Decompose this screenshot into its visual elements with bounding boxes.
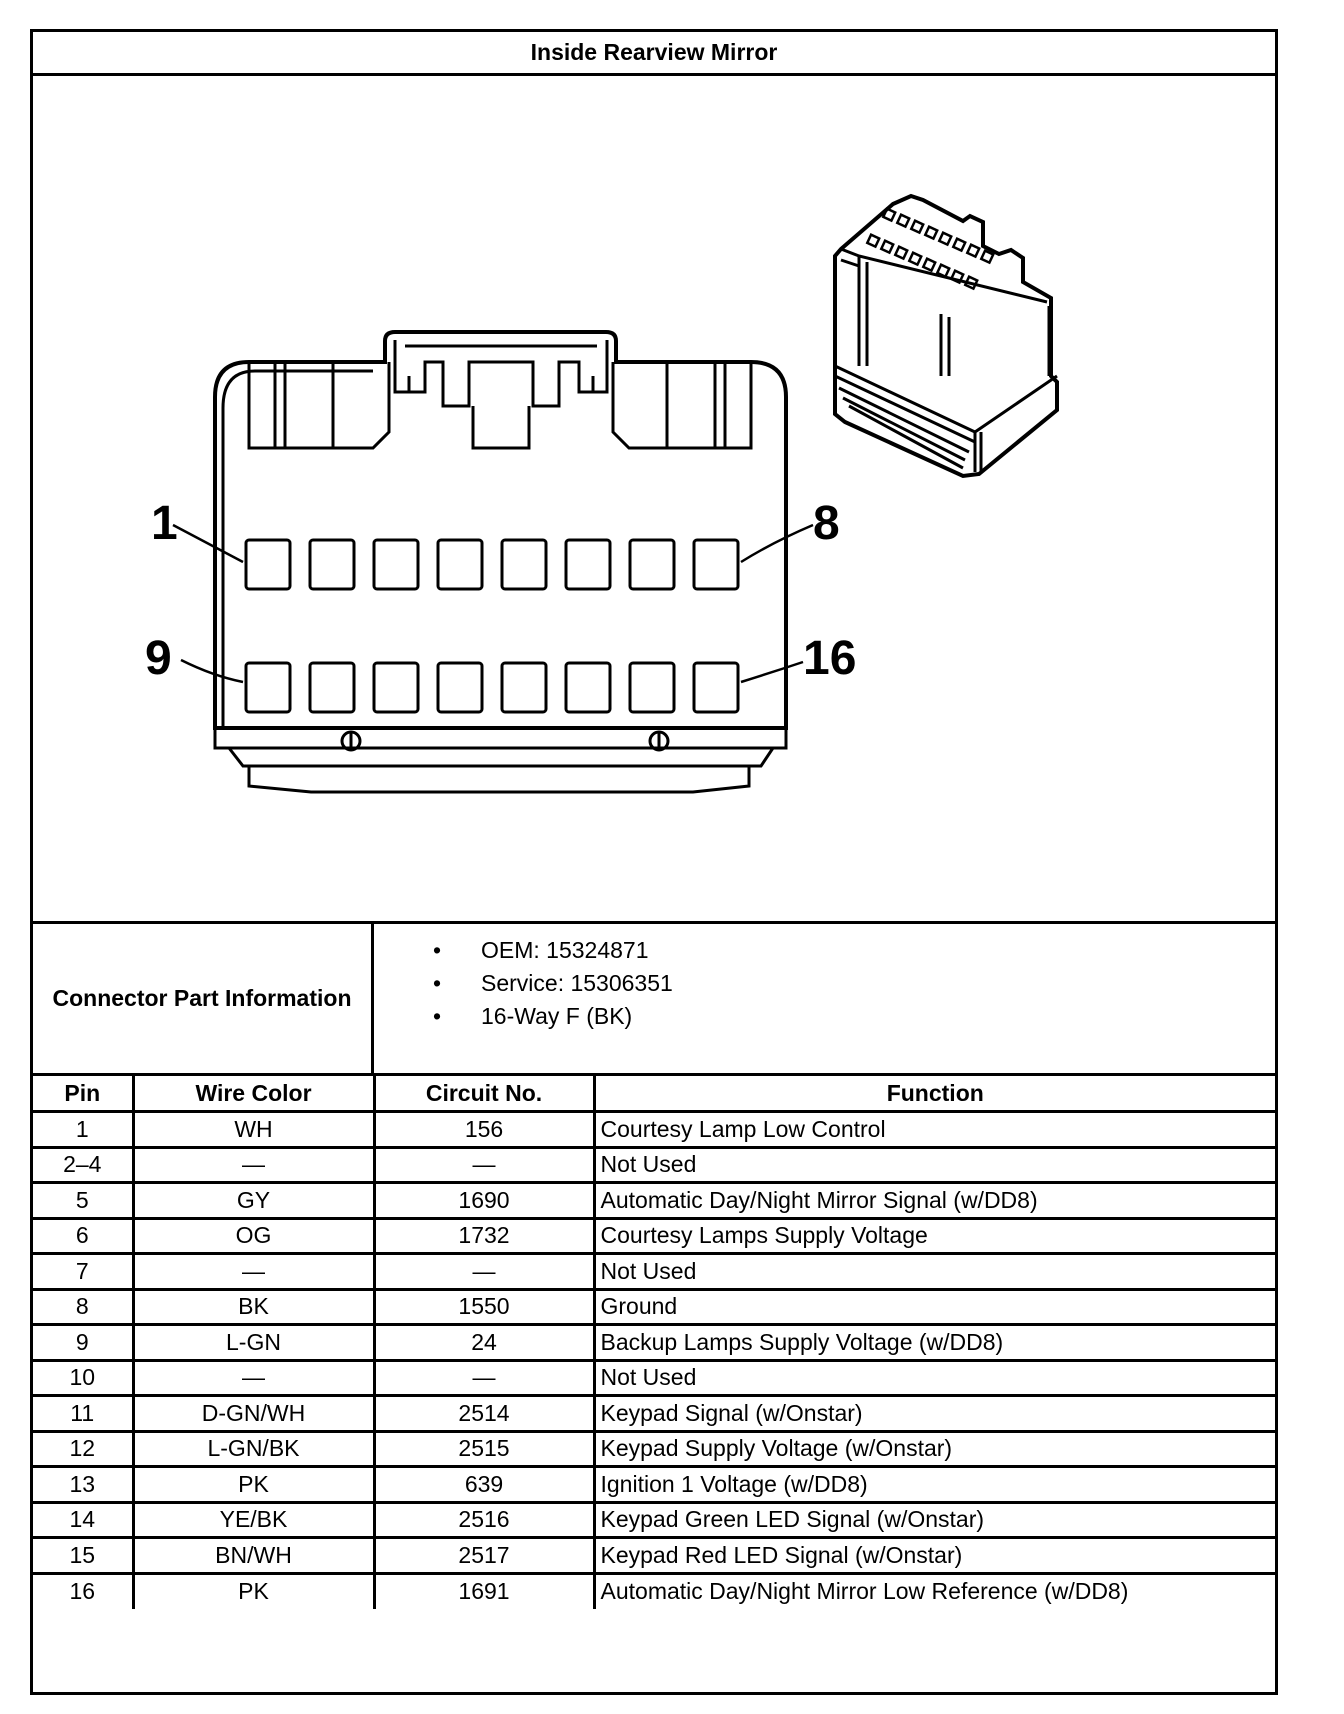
cell-circuit: 1550 xyxy=(374,1289,594,1325)
cell-pin: 6 xyxy=(33,1218,133,1254)
cell-circuit: 1691 xyxy=(374,1573,594,1609)
cell-function: Not Used xyxy=(594,1360,1275,1396)
cell-function: Keypad Signal (w/Onstar) xyxy=(594,1396,1275,1432)
header-wire-color: Wire Color xyxy=(133,1076,374,1112)
table-row xyxy=(33,1573,1275,1609)
header-circuit-no: Circuit No. xyxy=(374,1076,594,1112)
cell-pin: 12 xyxy=(33,1431,133,1467)
cell-pin: 10 xyxy=(33,1360,133,1396)
cavity-row-bottom xyxy=(246,663,738,712)
cell-wire-color: YE/BK xyxy=(133,1502,374,1538)
table-row xyxy=(33,1218,1275,1254)
cell-function: Automatic Day/Night Mirror Signal (w/DD8) xyxy=(594,1183,1275,1219)
cell-pin: 8 xyxy=(33,1289,133,1325)
cell-function: Keypad Supply Voltage (w/Onstar) xyxy=(594,1431,1275,1467)
list-item xyxy=(374,967,673,1000)
pinout-table xyxy=(33,1076,1275,1609)
bullet-icon: • xyxy=(433,970,442,996)
cell-function: Courtesy Lamps Supply Voltage xyxy=(594,1218,1275,1254)
cell-pin: 1 xyxy=(33,1112,133,1148)
table-row xyxy=(33,1360,1275,1396)
cell-wire-color: — xyxy=(133,1147,374,1183)
cell-function: Automatic Day/Night Mirror Low Reference (w/DD8) xyxy=(594,1573,1275,1609)
table-row xyxy=(33,1467,1275,1503)
connector-sheet xyxy=(30,29,1278,1695)
service-part-number: Service: 15306351 xyxy=(481,970,673,996)
table-row xyxy=(33,1254,1275,1290)
cell-function: Keypad Red LED Signal (w/Onstar) xyxy=(594,1538,1275,1574)
table-row xyxy=(33,1289,1275,1325)
cell-circuit: 24 xyxy=(374,1325,594,1361)
cell-pin: 16 xyxy=(33,1573,133,1609)
connector-info-list xyxy=(374,934,673,1033)
connector-description: 16-Way F (BK) xyxy=(481,1003,633,1029)
table-row xyxy=(33,1112,1275,1148)
cell-wire-color: WH xyxy=(133,1112,374,1148)
cell-function: Not Used xyxy=(594,1254,1275,1290)
cell-wire-color: BN/WH xyxy=(133,1538,374,1574)
connector-isometric-view xyxy=(835,196,1057,476)
cell-wire-color: L-GN xyxy=(133,1325,374,1361)
list-item xyxy=(374,934,673,967)
table-row xyxy=(33,1538,1275,1574)
bullet-icon: • xyxy=(433,937,442,963)
page-title: Inside Rearview Mirror xyxy=(33,32,1275,76)
cell-circuit: — xyxy=(374,1360,594,1396)
list-item xyxy=(374,1000,673,1033)
pin-label-9: 9 xyxy=(145,632,172,685)
cell-pin: 9 xyxy=(33,1325,133,1361)
connector-drawing xyxy=(33,76,1275,921)
cell-wire-color: D-GN/WH xyxy=(133,1396,374,1432)
cell-circuit: 2516 xyxy=(374,1502,594,1538)
table-row xyxy=(33,1431,1275,1467)
pin-label-16: 16 xyxy=(803,632,857,685)
cell-pin: 11 xyxy=(33,1396,133,1432)
cell-circuit: 2517 xyxy=(374,1538,594,1574)
cell-circuit: 2514 xyxy=(374,1396,594,1432)
cell-wire-color: — xyxy=(133,1360,374,1396)
cell-pin: 13 xyxy=(33,1467,133,1503)
cell-pin: 15 xyxy=(33,1538,133,1574)
table-row xyxy=(33,1396,1275,1432)
cavity-row-top xyxy=(246,540,738,589)
cell-wire-color: — xyxy=(133,1254,374,1290)
cell-wire-color: OG xyxy=(133,1218,374,1254)
cell-wire-color: PK xyxy=(133,1467,374,1503)
cell-pin: 5 xyxy=(33,1183,133,1219)
table-row xyxy=(33,1183,1275,1219)
cell-function: Not Used xyxy=(594,1147,1275,1183)
cell-circuit: 1732 xyxy=(374,1218,594,1254)
cell-function: Ground xyxy=(594,1289,1275,1325)
cell-function: Backup Lamps Supply Voltage (w/DD8) xyxy=(594,1325,1275,1361)
cell-circuit: 1690 xyxy=(374,1183,594,1219)
table-row xyxy=(33,1147,1275,1183)
cell-pin: 2–4 xyxy=(33,1147,133,1183)
oem-part-number: OEM: 15324871 xyxy=(481,937,649,963)
cell-wire-color: PK xyxy=(133,1573,374,1609)
cell-pin: 14 xyxy=(33,1502,133,1538)
connector-info-label: Connector Part Information xyxy=(33,924,374,1073)
cell-circuit: 639 xyxy=(374,1467,594,1503)
cell-circuit: — xyxy=(374,1254,594,1290)
cell-circuit: 2515 xyxy=(374,1431,594,1467)
connector-face-svg xyxy=(33,76,1275,921)
connector-part-information xyxy=(33,921,1275,1076)
bullet-icon: • xyxy=(433,1003,442,1029)
cell-pin: 7 xyxy=(33,1254,133,1290)
cell-circuit: — xyxy=(374,1147,594,1183)
cell-function: Courtesy Lamp Low Control xyxy=(594,1112,1275,1148)
cell-wire-color: BK xyxy=(133,1289,374,1325)
pin-label-1: 1 xyxy=(151,497,178,550)
cell-wire-color: L-GN/BK xyxy=(133,1431,374,1467)
cell-function: Ignition 1 Voltage (w/DD8) xyxy=(594,1467,1275,1503)
cell-function: Keypad Green LED Signal (w/Onstar) xyxy=(594,1502,1275,1538)
pin-label-8: 8 xyxy=(813,497,840,550)
cell-wire-color: GY xyxy=(133,1183,374,1219)
header-pin: Pin xyxy=(33,1076,133,1112)
cell-circuit: 156 xyxy=(374,1112,594,1148)
header-function: Function xyxy=(594,1076,1275,1112)
table-header-row xyxy=(33,1076,1275,1112)
table-row xyxy=(33,1325,1275,1361)
table-row xyxy=(33,1502,1275,1538)
